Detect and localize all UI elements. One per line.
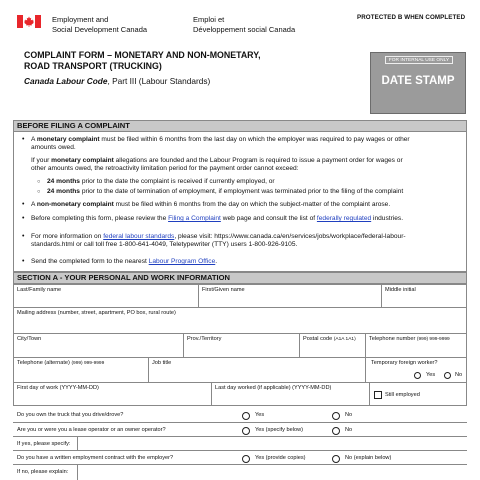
province-field[interactable] <box>183 333 300 358</box>
alternate-telephone-hint: (999) 999-9999 <box>71 361 105 366</box>
labour-program-office-link[interactable]: Labour Program Office <box>148 258 216 265</box>
federally-regulated-link[interactable]: federally regulated <box>316 215 372 222</box>
if-yes-specify-input[interactable] <box>78 437 466 450</box>
postal-code-hint: (A1A 1A1) <box>333 337 356 342</box>
section-heading-before-filing: BEFORE FILING A COMPLAINT <box>13 120 467 132</box>
first-name-field[interactable] <box>198 284 382 308</box>
text-bold: non-monetary complaint <box>36 201 114 208</box>
internal-use-label: FOR INTERNAL USE ONLY <box>385 56 453 64</box>
if-yes-specify-label: If yes, please specify: <box>17 441 71 447</box>
text-bold: 24 months <box>47 178 80 185</box>
city-label: City/Town <box>17 336 42 342</box>
if-no-explain-input[interactable] <box>78 465 466 480</box>
info-more-information <box>31 233 461 250</box>
last-name-field[interactable] <box>13 284 199 308</box>
mailing-address-label: Mailing address (number, street, apartment, PO box, rural route) <box>17 310 176 316</box>
info-non-monetary-complaint <box>31 201 461 209</box>
dept-fr-line1: Emploi et <box>193 15 225 24</box>
dept-fr-line2: Développement social Canada <box>193 25 296 34</box>
info-retroactivity <box>31 157 461 174</box>
own-truck-yes-label: Yes <box>255 412 265 418</box>
dept-en-line1: Employment and <box>52 15 109 24</box>
written-contract-no-label: No (explain below) <box>345 455 392 461</box>
department-name-english <box>52 15 147 35</box>
page-header <box>0 0 480 40</box>
last-day-worked-label: Last day worked (if applicable) (YYYY-MM-DD) <box>215 385 332 391</box>
question-written-contract: Do you have a written employment contract with the employer? <box>17 455 174 461</box>
first-day-of-work-field[interactable] <box>13 382 212 406</box>
text: If your <box>31 157 52 164</box>
filing-a-complaint-link[interactable]: Filing a Complaint <box>168 215 221 222</box>
text: standards.html or call toll free 1-800-641-4049, Teletypewriter (TTY) users 1-800-926-9105. <box>31 241 298 249</box>
last-day-worked-field[interactable] <box>211 382 370 406</box>
info-monetary-complaint <box>31 136 461 153</box>
written-contract-no-radio[interactable] <box>332 455 340 463</box>
text: For more information on <box>31 233 104 240</box>
question-lease-operator: Are you or were you a lease operator or an owner operator? <box>17 427 166 433</box>
foreign-worker-label: Temporary foreign worker? <box>371 360 438 366</box>
text-bold: monetary complaint <box>51 157 114 164</box>
text: Send the completed form to the nearest <box>31 258 149 265</box>
job-title-label: Job title <box>152 360 172 366</box>
text: Before completing this form, please review the <box>31 215 169 222</box>
form-subtitle <box>24 76 210 86</box>
dept-en-line2: Social Development Canada <box>52 25 148 34</box>
still-employed-label: Still employed <box>385 392 420 398</box>
foreign-worker-no-radio[interactable] <box>444 372 451 379</box>
middle-initial-label: Middle initial <box>385 287 416 293</box>
date-stamp-label: DATE STAMP <box>381 75 455 87</box>
own-truck-yes-radio[interactable] <box>242 412 250 420</box>
mailing-address-field[interactable] <box>13 307 467 334</box>
text: prior to the date the complaint is received if currently employed, or <box>79 178 275 185</box>
still-employed-checkbox[interactable] <box>374 391 382 399</box>
form-title-line2: ROAD TRANSPORT (TRUCKING) <box>24 61 162 71</box>
alternate-telephone-field[interactable] <box>13 357 149 383</box>
foreign-worker-no-label: No <box>455 372 463 378</box>
own-truck-no-label: No <box>345 412 353 418</box>
form-title-line1: COMPLAINT FORM – MONETARY AND NON-MONETARY, <box>24 50 261 60</box>
lease-operator-yes-radio[interactable] <box>242 427 250 435</box>
own-truck-no-radio[interactable] <box>332 412 340 420</box>
city-field[interactable] <box>13 333 184 358</box>
text: A <box>31 201 36 208</box>
question-own-truck: Do you own the truck that you drive/drove? <box>17 412 124 418</box>
text: allegations are founded and the Labour Program is required to issue a payment order for wages or <box>113 157 403 164</box>
text: web page and consult the list of <box>220 215 317 222</box>
text: , please visit: https://www.canada.ca/en/services/jobs/workplace/federal-labour- <box>174 233 406 240</box>
text: other amounts owed, the retroactivity limitation period for the payment order cannot exceed: <box>31 165 299 173</box>
act-name: Canada Labour Code <box>24 76 108 86</box>
date-stamp-box <box>370 52 466 114</box>
act-part: , Part III (Labour Standards) <box>107 76 211 86</box>
text: must be filed within 6 months from the last day on which the employer was required to pay wages or other <box>99 136 410 143</box>
info-review-webpage <box>31 215 461 223</box>
text-bold: monetary complaint <box>36 136 100 143</box>
form-title <box>24 50 354 72</box>
telephone-field[interactable] <box>365 333 467 358</box>
text: must be filed within 6 months from the day on which the subject-matter of the complaint arose. <box>113 201 391 208</box>
last-name-label: Last/Family name <box>17 287 62 293</box>
job-title-field[interactable] <box>148 357 366 383</box>
text: prior to the date of termination of employment, if employment was terminated prior to the filing of the complaint <box>79 188 404 195</box>
postal-code-label: Postal code <box>303 336 333 342</box>
first-name-label: First/Given name <box>202 287 245 293</box>
section-heading-section-a: SECTION A - YOUR PERSONAL AND WORK INFORMATION <box>13 272 467 284</box>
divider <box>13 422 467 423</box>
canada-flag-icon <box>17 15 41 28</box>
telephone-label: Telephone number <box>369 336 416 342</box>
written-contract-yes-label: Yes (provide copies) <box>255 455 306 461</box>
info-24-months-terminated <box>47 188 467 196</box>
info-24-months-employed <box>47 178 462 186</box>
text: . <box>215 258 218 265</box>
foreign-worker-field <box>365 357 467 383</box>
foreign-worker-yes-radio[interactable] <box>414 372 421 379</box>
postal-code-field[interactable] <box>299 333 366 358</box>
text: A <box>31 136 36 143</box>
federal-labour-standards-link[interactable]: federal labour standards <box>103 233 175 240</box>
lease-operator-no-label: No <box>345 427 353 433</box>
text-bold: 24 months <box>47 188 80 195</box>
if-no-explain-label: If no, please explain: <box>17 469 69 475</box>
foreign-worker-yes-label: Yes <box>426 372 436 378</box>
info-send-form <box>31 258 461 266</box>
alternate-telephone-label: Telephone (alternate) <box>17 360 70 366</box>
divider <box>13 450 467 451</box>
written-contract-yes-radio[interactable] <box>242 455 250 463</box>
department-name-french <box>193 15 295 35</box>
telephone-hint: (999) 999-9999 <box>416 337 450 342</box>
lease-operator-no-radio[interactable] <box>332 427 340 435</box>
protected-label: PROTECTED B WHEN COMPLETED <box>357 14 466 21</box>
first-day-of-work-label: First day of work (YYYY-MM-DD) <box>17 385 99 391</box>
middle-initial-field[interactable] <box>381 284 467 308</box>
province-label: Prov./Territory <box>187 336 222 342</box>
text: industries. <box>371 215 404 222</box>
text: amounts owed. <box>31 144 76 152</box>
lease-operator-yes-label: Yes (specify below) <box>255 427 303 433</box>
